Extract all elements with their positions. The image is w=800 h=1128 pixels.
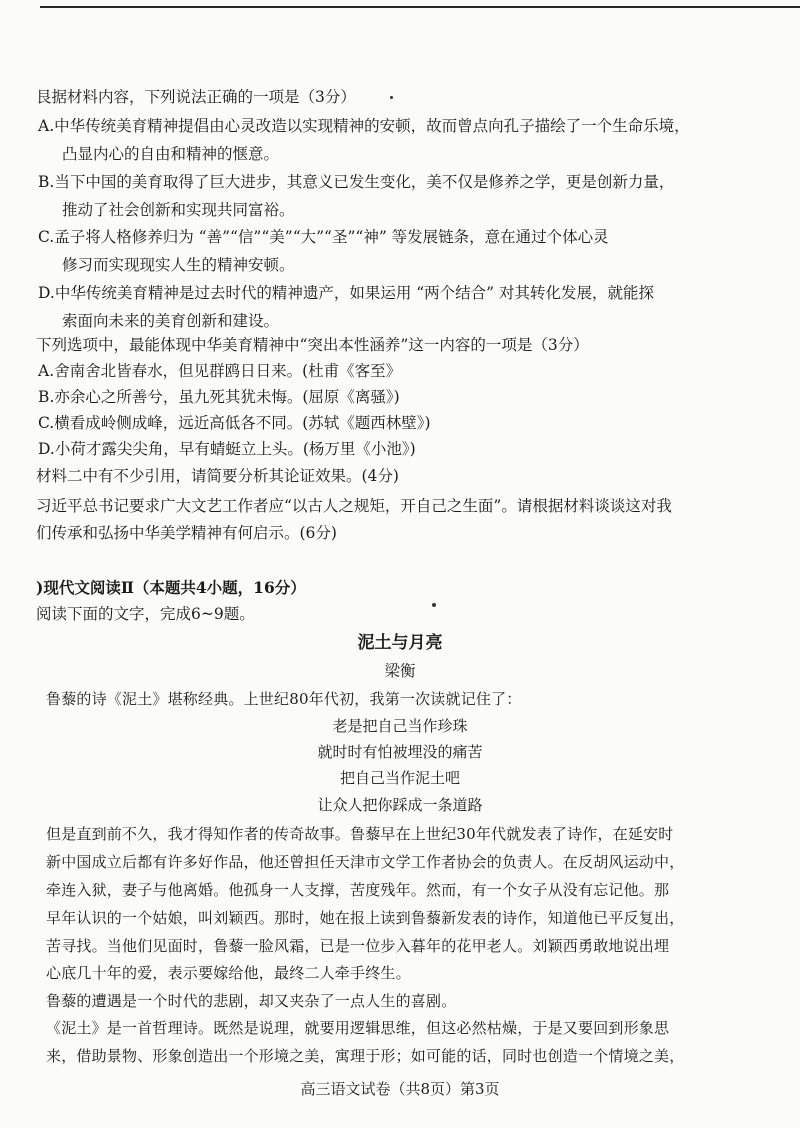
poem-line: 老是把自己当作珍珠 (332, 717, 468, 735)
paragraph1-line: 新中国成立后都有许多好作品，他还曾担任天津市文学工作者协会的负责人。在反胡风运动中， (46, 853, 685, 871)
paragraph1-line: 苦寻找。当他们见面时，鲁藜一脸风霜，已是一位步入暮年的花甲老人。刘颖西勇敢地说出埋 (46, 937, 670, 955)
poem-line: 让众人把你踩成一条道路 (317, 796, 483, 814)
question4-stem: 下列选项中，最能体现中华美育精神中“突出本性涵养”这一内容的一项是（3分） (36, 336, 589, 354)
option-label: B. (38, 388, 55, 406)
option-label: A. (38, 362, 55, 380)
scan-speck (390, 96, 393, 99)
paragraph1-line: 早年认识的一个姑娘，叫刘颖西。那时，她在报上读到鲁藜新发表的诗作，知道他已平反复出， (46, 909, 685, 927)
question3-option-b-cont: 推动了社会创新和实现共同富裕。 (62, 201, 295, 219)
option-label: D. (38, 284, 55, 302)
paragraph3-line: 来，借助景物、形象创造出一个形境之美，寓理于形；如可能的话，同时也创造一个情境之美， (46, 1047, 685, 1065)
option-text: 横看成岭侧成峰，远近高低各不同。(苏轼《题西林壁》) (54, 414, 431, 432)
paragraph2: 鲁藜的遭遇是一个时代的悲剧，却又夹杂了一点人生的喜剧。 (46, 992, 457, 1010)
option-label: D. (38, 440, 55, 458)
question4-option-d (38, 438, 416, 460)
option-text: 当下中国的美育取得了巨大进步，其意义已发生变化，美不仅是修养之学，更是创新力量， (54, 173, 675, 191)
question3-option-b (38, 171, 674, 193)
option-label: C. (38, 228, 55, 246)
question-extra-line1: 习近平总书记要求广大文艺工作者应“以古人之规矩，开自己之生面”。请根据材料谈谈这对我 (36, 497, 672, 515)
question4-option-c (38, 412, 431, 434)
option-label: A. (38, 117, 55, 135)
option-text: 中华传统美育精神提倡由心灵改造以实现精神的安顿，故而曾点向孔子描绘了一个生命乐境， (54, 117, 690, 135)
option-label: B. (38, 173, 55, 191)
article-author: 梁衡 (384, 662, 416, 680)
article-intro: 鲁藜的诗《泥土》堪称经典。上世纪80年代初，我第一次读就记住了： (46, 690, 522, 708)
question4-option-b (38, 386, 400, 408)
poem-line: 就时时有怕被埋没的痛苦 (317, 743, 483, 761)
poem-line: 把自己当作泥土吧 (339, 769, 460, 787)
option-text: 舍南舍北皆春水，但见群鸥日日来。(杜甫《客至》 (54, 362, 402, 380)
paragraph1-line: 牵连入狱，妻子与他离婚。他孤身一人支撑，苦度残年。然而，有一个女子从没有忘记他。那 (46, 881, 670, 899)
option-text: 亦余心之所善兮，虽九死其犹未悔。(屈原《离骚》) (54, 388, 400, 406)
question3-option-d (38, 282, 654, 304)
option-text: 小荷才露尖尖角，早有蜻蜓立上头。(杨万里《小池》) (54, 440, 416, 458)
question3-stem: 艮据材料内容，下列说法正确的一项是（3分） (36, 88, 356, 106)
question3-option-c-cont: 修习而实现现实人生的精神安顿。 (62, 256, 295, 274)
question4-option-a (38, 360, 401, 382)
paragraph1-line: 但是直到前不久，我才得知作者的传奇故事。鲁藜早在上世纪30年代就发表了诗作，在延安时 (46, 825, 674, 843)
question-extra-line2: 们传承和弘扬中华美学精神有何启示。(6分) (36, 524, 337, 542)
question3-option-a (38, 115, 690, 137)
question3-option-d-cont: 索面向未来的美育创新和建设。 (62, 312, 280, 330)
option-label: C. (38, 414, 55, 432)
question3-option-c (38, 226, 609, 248)
section2-heading: )现代文阅读Ⅱ（本题共4小题，16分） (36, 578, 306, 597)
option-text: 中华传统美育精神是过去时代的精神遗产，如果运用 “两个结合” 对其转化发展，就能探 (54, 284, 655, 302)
option-text: 孟子将人格修养归为 “善”“信”“美”“大”“圣”“神” 等发展链条，意在通过个体心灵 (54, 228, 609, 246)
paragraph1-line: 心底几十年的爱，表示要嫁给他，最终二人牵手终生。 (46, 964, 411, 982)
section2-instruction: 阅读下面的文字，完成6~9题。 (36, 605, 255, 623)
scan-speck (432, 603, 436, 607)
page-footer: 高三语文试卷（共8页）第3页 (300, 1080, 500, 1098)
article-title: 泥土与月亮 (357, 633, 443, 653)
question3-option-a-cont: 凸显内心的自由和精神的惬意。 (62, 145, 280, 163)
question5-stem: 材料二中有不少引用，请简要分析其论证效果。(4分) (36, 467, 399, 485)
paragraph3-line: 《泥土》是一首哲理诗。既然是说理，就要用逻辑思维，但这必然枯燥，于是又要回到形象思 (46, 1019, 670, 1037)
